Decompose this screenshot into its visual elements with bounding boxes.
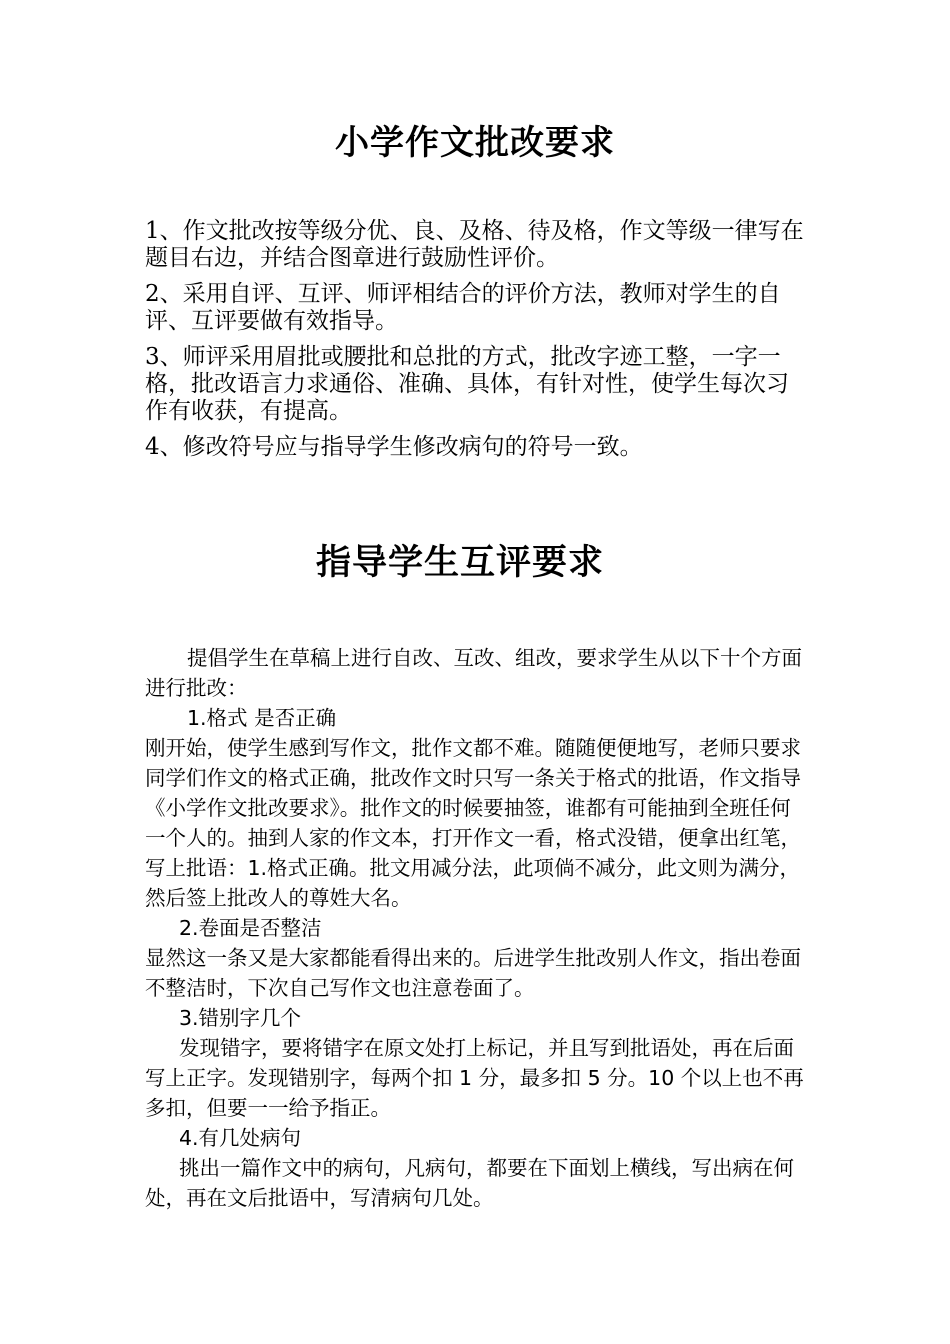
intro-paragraph: 提倡学生在草稿上进行自改、互改、组改，要求学生从以下十个方面进行批改： — [145, 646, 802, 700]
section2-body — [145, 643, 810, 1213]
section2-title: 指导学生互评要求 — [315, 543, 604, 583]
section1-requirements — [145, 218, 805, 461]
point-1-heading: 1.格式 是否正确 — [187, 706, 337, 730]
requirement-item-3: 3、师评采用眉批或腰批和总批的方式，批改字迹工整，一字一格，批改语言力求通俗、准确、具体，有针对性，使学生每次习作有收获，有提高。 — [145, 344, 789, 424]
section1-title: 小学作文批改要求 — [335, 123, 615, 163]
point-4-text: 挑出一篇作文中的病句，凡病句，都要在下面划上横线，写出病在何处，再在文后批语中，写清病句几处。 — [145, 1156, 794, 1210]
requirement-item-1: 1、作文批改按等级分优、良、及格、待及格，作文等级一律写在题目右边，并结合图章进行鼓励性评价。 — [145, 218, 804, 271]
point-1-text: 刚开始，使学生感到写作文，批作文都不难。随随便便地写，老师只要求同学们作文的格式正确，批改作文时只写一条关于格式的批语，作文指导《小学作文批改要求》。批作文的时候要抽签，谁都有可能抽到全班任何一个人的。抽到人家的作文本，打开作文一看，格式没错，便拿出红笔，写上批语：1.格式正确。批文用减分法，此项倘不减分，此文则为满分，然后签上批改人的尊姓大名。 — [145, 736, 801, 910]
point-3-text: 发现错字，要将错字在原文处打上标记，并且写到批语处，再在后面写上正字。发现错别字，每两个扣 1 分，最多扣 5 分。10 个以上也不再多扣，但要一一给予指正。 — [145, 1036, 804, 1120]
point-3-heading: 3.错别字几个 — [179, 1006, 302, 1030]
requirement-item-2: 2、采用自评、互评、师评相结合的评价方法，教师对学生的自评、互评要做有效指导。 — [145, 281, 781, 334]
requirement-item-4: 4、修改符号应与指导学生修改病句的符号一致。 — [145, 434, 643, 460]
point-2-text: 显然这一条又是大家都能看得出来的。后进学生批改别人作文，指出卷面不整洁时，下次自己写作文也注意卷面了。 — [145, 946, 801, 1000]
point-2-heading: 2.卷面是否整洁 — [179, 916, 322, 940]
point-4-heading: 4.有几处病句 — [179, 1126, 302, 1150]
